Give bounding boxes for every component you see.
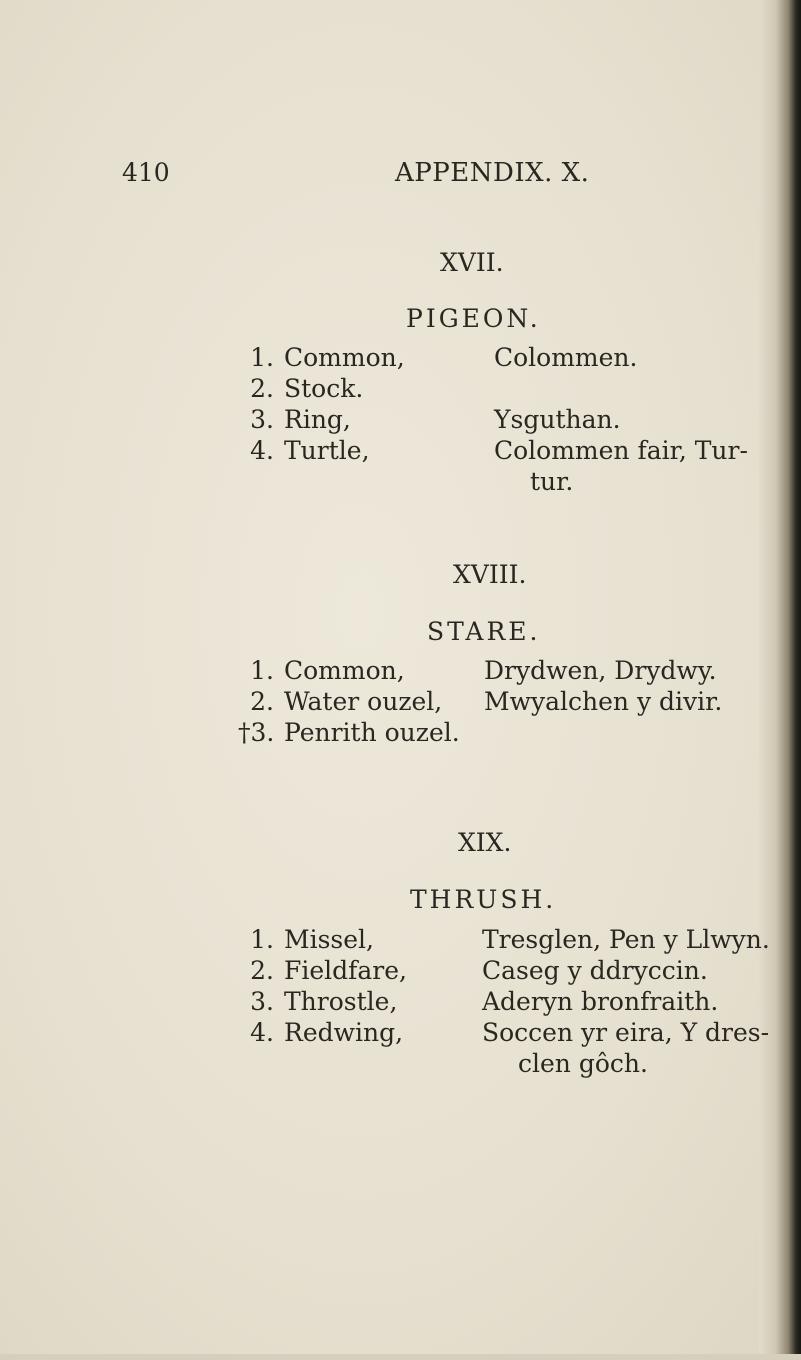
section-numeral: XVIII.	[453, 560, 527, 589]
item-number: 3.	[250, 405, 274, 434]
welsh-names-list	[484, 655, 722, 717]
page-bottom-edge	[0, 1354, 801, 1360]
list-item	[238, 404, 405, 435]
english-names-list	[238, 655, 460, 748]
list-item	[238, 986, 407, 1017]
list-item	[238, 342, 405, 373]
english-name: Penrith ouzel.	[284, 718, 460, 747]
english-name: Water ouzel,	[284, 687, 443, 716]
welsh-name: Caseg y ddryccin.	[482, 956, 708, 985]
item-number: †3.	[238, 718, 275, 747]
item-number: 1.	[250, 656, 274, 685]
welsh-name-continuation: clen gôch.	[518, 1049, 648, 1078]
item-number: 1.	[250, 925, 274, 954]
list-item	[238, 924, 407, 955]
english-name: Common,	[284, 656, 405, 685]
list-item	[238, 717, 460, 748]
list-item	[238, 955, 407, 986]
item-number: 3.	[250, 987, 274, 1016]
item-number: 2.	[250, 956, 274, 985]
list-item	[238, 435, 405, 466]
english-names-list	[238, 924, 407, 1048]
page-edge-shadow	[759, 0, 801, 1360]
section-title: PIGEON.	[406, 304, 541, 333]
english-name: Throstle,	[284, 987, 398, 1016]
welsh-name-continuation: tur.	[530, 467, 574, 496]
welsh-name: Ysguthan.	[494, 405, 621, 434]
welsh-name: Aderyn bronfraith.	[482, 987, 719, 1016]
section-numeral: XIX.	[458, 828, 512, 857]
welsh-name: Drydwen, Drydwy.	[484, 656, 717, 685]
welsh-names-list	[482, 924, 770, 1079]
section-numeral: XVII.	[440, 248, 504, 277]
welsh-name: Colommen fair, Tur-	[494, 436, 748, 465]
list-item	[238, 373, 405, 404]
list-item	[238, 1017, 407, 1048]
welsh-name	[494, 373, 748, 404]
page-number: 410	[122, 158, 170, 187]
item-number: 4.	[250, 436, 274, 465]
item-number: 1.	[250, 343, 274, 372]
section-title: THRUSH.	[410, 885, 557, 914]
list-item	[238, 655, 460, 686]
section-title: STARE.	[427, 617, 541, 646]
running-head: APPENDIX. X.	[395, 158, 590, 188]
english-name: Redwing,	[284, 1018, 404, 1047]
welsh-names-list	[494, 342, 748, 497]
english-names-list	[238, 342, 405, 466]
welsh-name: Mwyalchen y divir.	[484, 687, 723, 716]
item-number: 2.	[250, 374, 274, 403]
item-number: 4.	[250, 1018, 274, 1047]
item-number: 2.	[250, 687, 274, 716]
welsh-name: Soccen yr eira, Y dres-	[482, 1018, 770, 1047]
english-name: Missel,	[284, 925, 374, 954]
welsh-name: Tresglen, Pen y Llwyn.	[482, 925, 770, 954]
welsh-name: Colommen.	[494, 343, 638, 372]
english-name: Stock.	[284, 374, 364, 403]
english-name: Common,	[284, 343, 405, 372]
english-name: Fieldfare,	[284, 956, 407, 985]
list-item	[238, 686, 460, 717]
english-name: Turtle,	[284, 436, 370, 465]
english-name: Ring,	[284, 405, 351, 434]
